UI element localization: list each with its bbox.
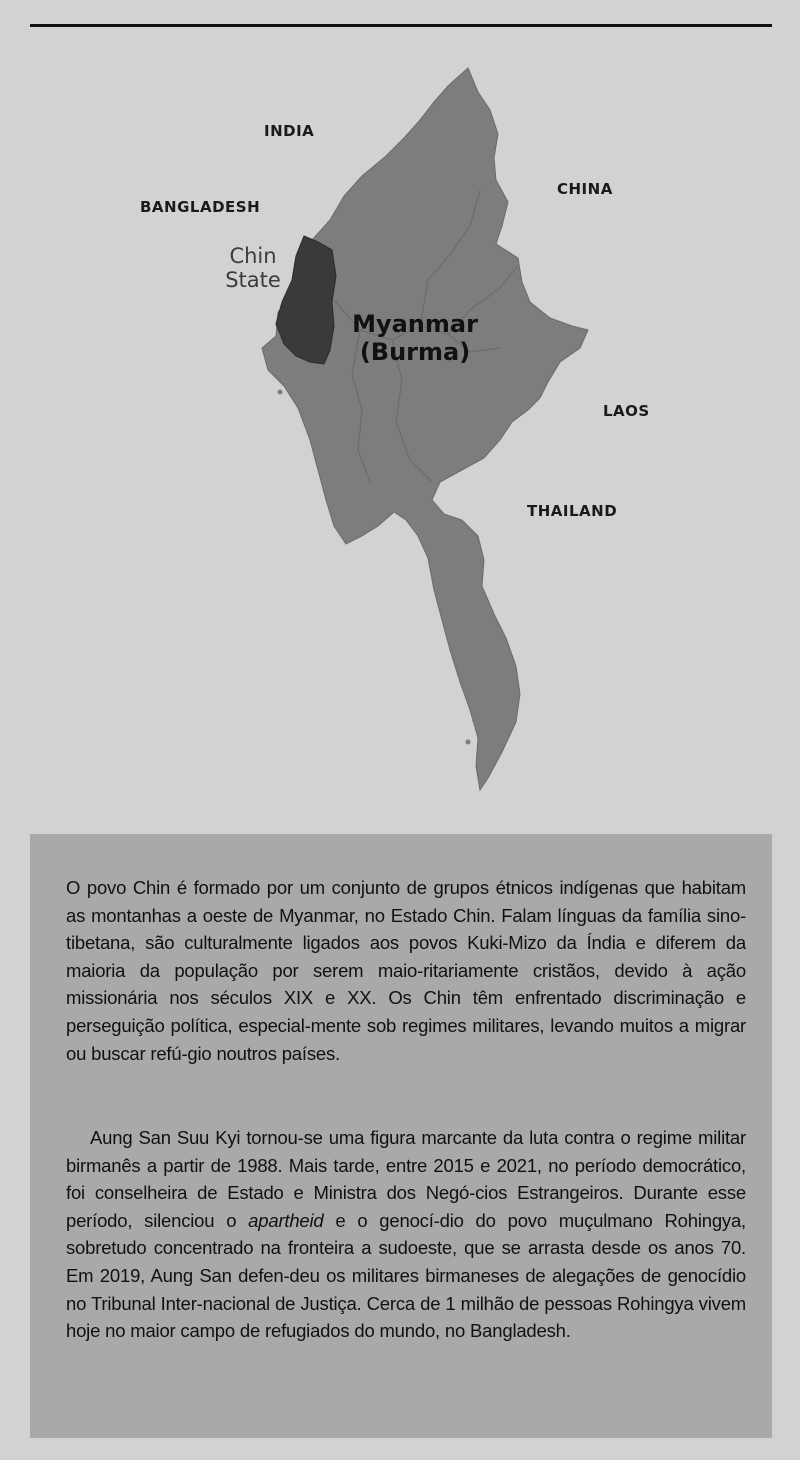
label-chin-state — [218, 244, 288, 292]
label-thailand: THAILAND — [527, 502, 618, 520]
label-chin-state-line2: State — [225, 268, 281, 292]
article-paragraph-2-start: Aung San Suu Kyi tornou-se uma figura marcante da luta contra o regime militar birmanês a partir de 1988. Mais tarde, entre 2015 e 2021, no período democrático, foi conselheira de Estado e Ministra dos Negó-cios Estrangeiros. Durante esse período, silenciou o — [66, 1127, 746, 1231]
label-myanmar-line2: (Burma) — [359, 338, 471, 366]
label-chin-state-line1: Chin — [229, 244, 277, 268]
label-myanmar — [340, 310, 490, 366]
label-india: INDIA — [264, 122, 315, 140]
label-bangladesh: BANGLADESH — [140, 198, 261, 216]
myanmar-map — [0, 30, 800, 820]
article-paragraph-1: O povo Chin é formado por um conjunto de grupos étnicos indígenas que habitam as montanhas a oeste de Myanmar, no Estado Chin. Falam línguas da família sino-tibetana, são culturalmente ligados aos povos Kuki-Mizo da Índia e diferem da maioria da população por serem maio-ritariamente cristãos, devido à ação missionária nos séculos XIX e XX. Os Chin têm enfrentado discriminação e perseguição política, especial-mente sob regimes militares, levando muitos a migrar ou buscar refú-gio noutros países. — [66, 877, 746, 1064]
map-figure — [0, 30, 800, 820]
label-china: CHINA — [557, 180, 613, 198]
article-paragraph-2 — [66, 1124, 746, 1345]
label-laos: LAOS — [603, 402, 650, 420]
article-paragraph-2-italic: apartheid — [248, 1209, 324, 1231]
label-myanmar-line1: Myanmar — [352, 310, 478, 338]
top-rule — [30, 24, 772, 27]
myanmar-shape — [262, 68, 588, 790]
article-text-box — [30, 834, 772, 1438]
article-paragraph-2-end: e o genocí-dio do povo muçulmano Rohingya, sobretudo concentrado na fronteira a sudoeste, que se arrasta desde os anos 70. Em 2019, Aung San defen-deu os militares birmaneses de alegações de genocídio no Tribunal Inter-nacional de Justiça. Cerca de 1 milhão de pessoas Rohingya vivem hoje no maior campo de refugiados do mundo, no Bangladesh. — [66, 1209, 746, 1342]
